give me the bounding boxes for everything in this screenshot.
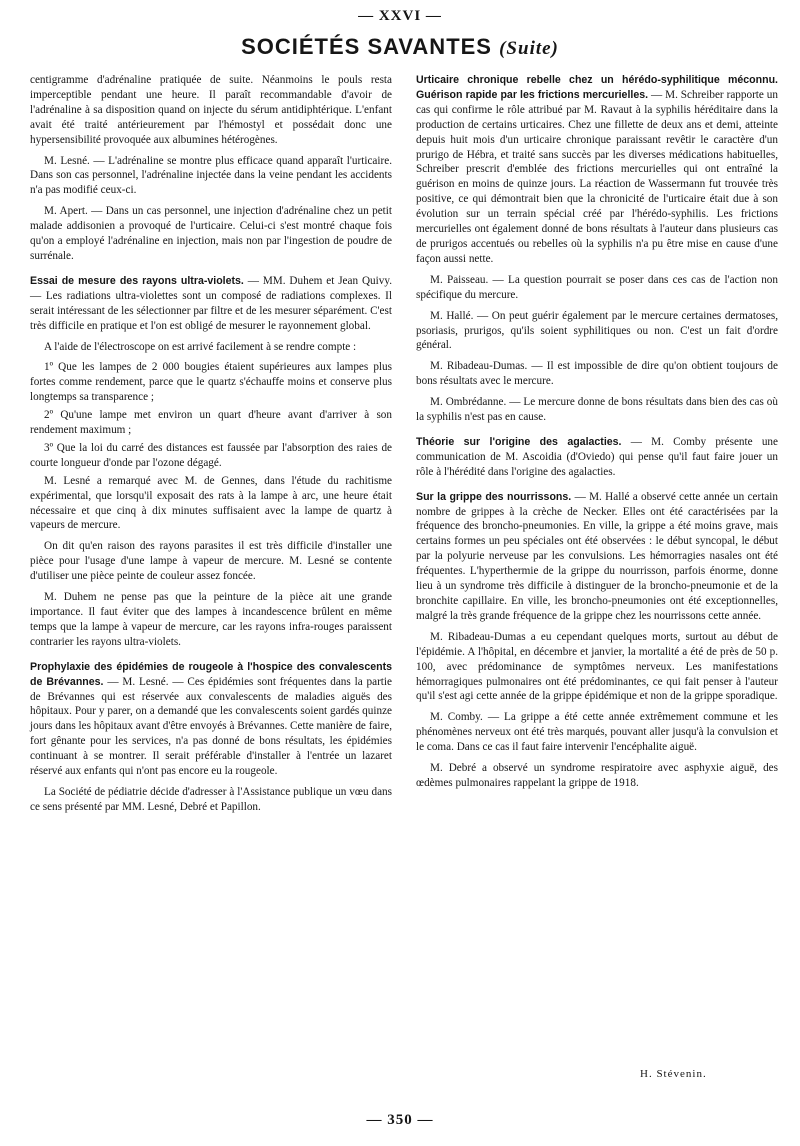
- section-title: Essai de mesure des rayons ultra-violets.: [30, 274, 244, 287]
- section-uv: [30, 274, 392, 334]
- paragraph: La Société de pédiatrie décide d'adresser à l'Assistance publique un vœu dans ce sens présenté par MM. Lesné, Debré et Papillon.: [30, 785, 392, 813]
- section-body: — M. Hallé a observé cette année un certain nombre de grippes à la crèche de Necker. Elles ont été caractérisées par la fréquence des broncho-pneumonies. En ville, la grippe a été moins grave, mais certains formes un peu spéciales ont été observées : le début syncopal, le début par la polyurie nerveuse par les convulsions. Les hémorragies nasales ont été fréquentes. L'hyperthermie de la grippe du nourrisson, parfois énorme, donne lieu à un syndrome très difficile à distinguer de la broncho-pneumonie et de la bronchite capillaire. En ville, les broncho-pneumonies ont été exceptionnelles, malgré la très grande fréquence de la grippe chez les nourrissons cette année.: [416, 490, 779, 622]
- paragraph: A l'aide de l'électroscope on est arrivé facilement à se rendre compte :: [44, 340, 357, 353]
- section-body: — M. Comby présente une communication de M. Ascoidia (d'Oviedo) qui pense qu'il faut faire jouer un rôle à l'hérédité dans l'origine des agalacties.: [416, 435, 778, 478]
- section-title: Urticaire chronique rebelle chez un hérédo-syphilitique méconnu. Guérison rapide par les frictions mercurielles.: [416, 74, 778, 101]
- section-grippe: [416, 490, 778, 624]
- list-item: 3º Que la loi du carré des distances est faussée par l'absorption des raies de courte longueur d'onde par l'ozone dégagé.: [30, 441, 392, 469]
- section-title: Prophylaxie des épidémies de rougeole à l'hospice des convalescents de Brévannes.: [30, 660, 392, 688]
- left-column: [30, 73, 392, 821]
- intro-paragraph: centigramme d'adrénaline pratiquée de suite. Néanmoins le pouls resta imperceptible pendant une heure. Il paraît recommandable d'avoir de l'adrénaline à sa disposition quand on injecte du sérum antidiphtérique. L'enfant avait été traité antérieurement par l'hémostyl et possédait donc une hypersensibilité provoquée aux albumines hétérogènes.: [30, 74, 392, 146]
- page-title: [0, 34, 800, 60]
- paragraph: M. Ombrédanne. — Le mercure donne de bons résultats dans bien des cas où la syphilis n'est pas en cause.: [416, 396, 778, 424]
- paragraph: M. Ribadeau-Dumas. — Il est impossible de dire qu'on obtient toujours de bons résultats avec le mercure.: [416, 360, 778, 388]
- paragraph: M. Apert. — Dans un cas personnel, une injection d'adrénaline chez un petit malade addisonien a provoqué de l'urticaire. Celui-ci s'est montré chaque fois qu'on a employé l'adrénaline en injection, mais non par l'ingestion de poudre de surrénale.: [30, 205, 392, 262]
- author-signature: H. Stévenin.: [640, 1068, 707, 1080]
- section-body: — M. Lesné. — Ces épidémies sont fréquentes dans la partie de Brévannes qui est réservée aux convalescents de maladies aiguës des hôpitaux. Pour y parer, on a demandé que les convalescents soient gardés quinze jours dans les hôpitaux avant d'être envoyés à Brévannes. Cette manière de faire, fort gênante pour les services, n'a pas donné de bons résultats, les épidémies continuant à se montrer. Il serait préférable d'installer à l'entrée un lazaret réservé aux enfants qui n'ont pas encore eu la rougeole.: [30, 675, 392, 778]
- list-item: 1º Que les lampes de 2 000 bougies étaient supérieures aux lampes plus fortes comme rendement, parce que le quartz s'échauffe moins et conserve plus longtemps sa transparence ;: [30, 361, 392, 404]
- page-number: — 350 —: [366, 1112, 434, 1128]
- section-body: — MM. Duhem et Jean Quivy. — Les radiations ultra-violettes sont un composé de radiations complexes. Il serait intéressant de les sélectionner par filtre et de les mesurer séparément. C'est très difficile en pratique et l'on est obligé de mesurer le rayonnement global.: [30, 274, 393, 332]
- paragraph: M. Lesné a remarqué avec M. de Gennes, dans l'étude du rachitisme expérimental, que lorsqu'il exposait des rats à la lampe à arc, une heure était nécessaire et que cinq à dix minutes suffisaient avec la lampe de quartz à vapeurs de mercure.: [30, 474, 392, 532]
- section-rougeole: [30, 660, 392, 779]
- roman-page-number: — XXVI —: [358, 8, 442, 24]
- paragraph: M. Duhem ne pense pas que la peinture de la pièce ait une grande importance. Il faut éviter que des lampes à incandescence brûlent en même temps que la lampe à vapeur de mercure, car les rayons infra-rouges paraissent contrarier les rayons ultra-violets.: [30, 591, 392, 648]
- paragraph: M. Debré a observé un syndrome respiratoire avec asphyxie aiguë, des œdèmes pulmonaires rappelant la grippe de 1918.: [416, 762, 778, 789]
- paragraph: M. Ribadeau-Dumas a eu cependant quelques morts, surtout au début de l'épidémie. A l'hôpital, en décembre et janvier, la mortalité a été de près de 50 p. 100, avec prédominance de symptômes nerveux. Les manifestations hémorragiques pulmonaires ont été prédominantes, ce qui fait penser à l'auteur qu'il s'est agi cette année de la grippe épidémique et non de la grippe sporadique.: [416, 630, 778, 703]
- section-title: Théorie sur l'origine des agalacties.: [416, 435, 622, 448]
- paragraph: M. Paisseau. — La question pourrait se poser dans ces cas de l'action non spécifique du mercure.: [416, 273, 778, 301]
- paragraph: On dit qu'en raison des rayons parasites il est très difficile d'installer une pièce pour l'usage d'une lampe à vapeur de mercure. M. Lesné se contente d'utiliser une pièce peinte de couleur assez foncée.: [30, 540, 392, 583]
- paragraph: M. Hallé. — On peut guérir également par le mercure certaines dermatoses, psoriasis, prurigos, qu'ils soient syphilitiques ou non. C'est un fait d'ordre général.: [416, 309, 778, 352]
- section-agalacties: [416, 435, 778, 480]
- paragraph: M. Lesné. — L'adrénaline se montre plus efficace quand apparaît l'urticaire. Dans son cas personnel, l'adrénaline injectée dans la veine pendant les accidents n'a pas modifié ceux-ci.: [30, 154, 392, 197]
- right-column: [416, 73, 778, 797]
- title-suffix: (Suite): [499, 38, 559, 59]
- paragraph: M. Comby. — La grippe a été cette année extrêmement commune et les phénomènes nerveux ont été très marqués, pouvant aller jusqu'à la convulsion et le coma. Dans ce cas il faut faire intervenir l'encéphalite aiguë.: [416, 711, 778, 754]
- list-item: 2º Qu'une lampe met environ un quart d'heure avant d'arriver à son rendement maximum ;: [30, 409, 392, 437]
- title-main: SOCIÉTÉS SAVANTES: [241, 34, 492, 59]
- section-title: Sur la grippe des nourrissons.: [416, 490, 572, 503]
- section-urticaire: [416, 73, 778, 267]
- section-body: — M. Schreiber rapporte un cas qui confirme le rôle attribué par M. Ravaut à la syphilis héréditaire dans la production de certains urticaires. Chez une fillette de deux ans et demi, atteinte depuis huit mois d'un urticaire chronique paraissant revêtir le caractère d'un prurigo de Hébra, et traité sans succès par les diverses médications habituelles, Schreiber prescrit d'emblée des frictions mercurielles qui ont entraîné la guérison en moins de quinze jours. La réaction de Wassermann fut trouvée très positive, ce qui démontrait bien que la chronicité de l'urticaire était due à son évolution sur un terrain spécial créé par l'hérédo-syphilis. Les frictions mercurielles ont également donné de bons résultats à l'auteur dans plusieurs cas de prurigos accentués ou rebelles où la syphilis n'a pu être mise en cause d'une façon aussi nette.: [416, 88, 778, 265]
